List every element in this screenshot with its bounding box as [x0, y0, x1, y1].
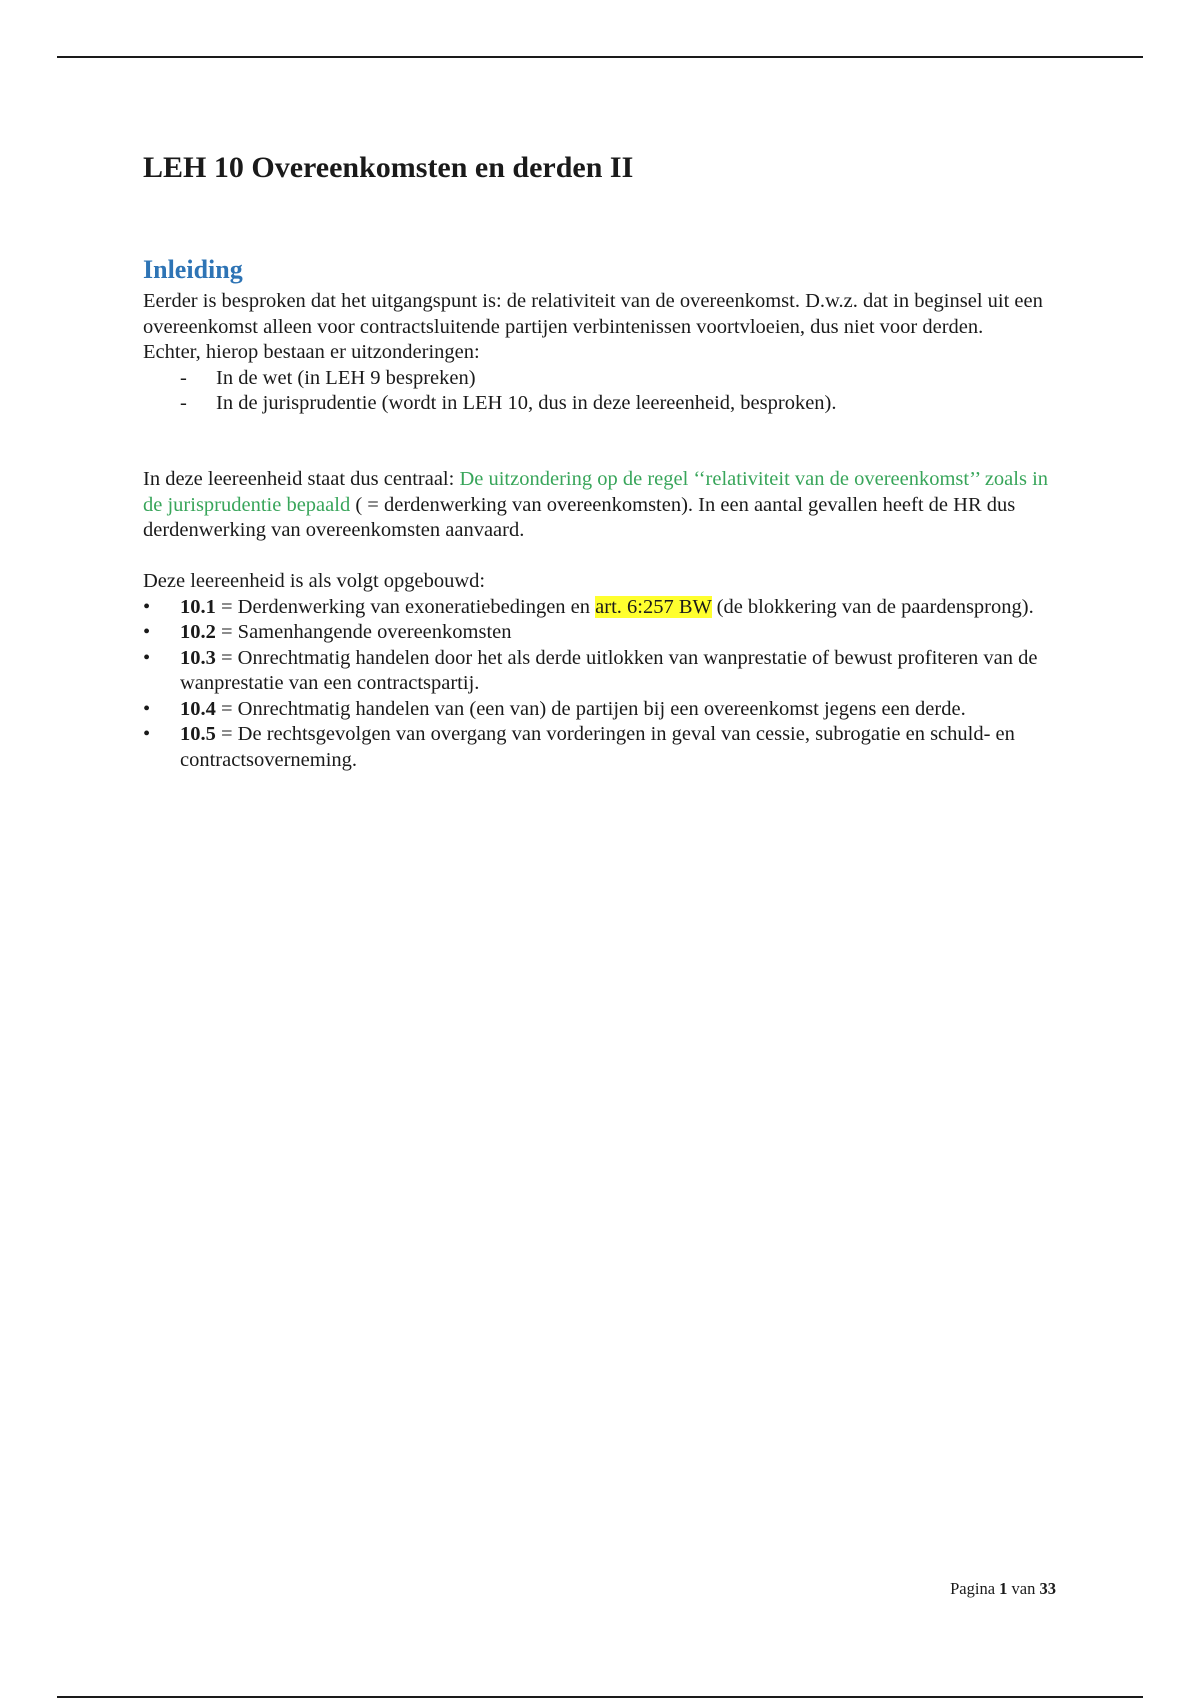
list-item: [143, 366, 1063, 392]
structure-lead: Deze leereenheid is als volgt opgebouwd:: [143, 570, 486, 592]
item-text: = Onrechtmatig handelen van (een van) de partijen bij een overeenkomst jegens een derde.: [215, 697, 966, 720]
item-text: = Derdenwerking van exoneratiebedingen en: [215, 595, 596, 618]
central-before: In deze leereenheid staat dus centraal:: [143, 468, 460, 490]
central-after: ( = derdenwerking van overeenkomsten). In een aantal gevallen heeft de HR dus derdenwerking van overeenkomsten aanvaard.: [143, 493, 1016, 541]
page-footer: [143, 1579, 1056, 1599]
item-number: 10.5: [180, 723, 216, 745]
list-item: [143, 595, 1063, 621]
page-total: 33: [1039, 1579, 1056, 1598]
list-item: [143, 620, 1063, 646]
list-item: [143, 646, 1063, 697]
dash-marker: -: [180, 392, 187, 414]
list-item: [143, 697, 1063, 723]
item-text: = Samenhangende overeenkomsten: [215, 621, 512, 643]
list-item: [143, 722, 1063, 773]
exception-text: In de wet (in LEH 9 bespreken): [216, 366, 476, 389]
item-number: 10.3: [180, 646, 216, 669]
section-heading: Inleiding: [143, 255, 243, 284]
bullet-marker: •: [143, 697, 151, 720]
central-paragraph: [143, 467, 1063, 544]
central-highlight: De uitzondering op de regel ‘‘relativiteit van de overeenkomst’’ zoals in de jurisprudentie bepaald: [143, 468, 1049, 516]
bullet-marker: •: [143, 621, 151, 643]
footer-rule: [57, 1696, 1143, 1698]
bullet-marker: •: [143, 646, 151, 669]
structure-block: [143, 569, 1063, 773]
item-number: 10.2: [180, 621, 216, 643]
item-text-after: (de blokkering van de paardensprong).: [711, 595, 1034, 618]
page-word: Pagina: [950, 1579, 996, 1598]
item-number: 10.1: [180, 595, 216, 618]
exceptions-list: [143, 366, 1063, 417]
header-rule: [57, 56, 1143, 58]
item-text: = De rechtsgevolgen van overgang van vorderingen in geval van cessie, subrogatie en schuld- en contractsoverneming.: [180, 723, 1015, 771]
intro-block: [143, 289, 1063, 417]
page-current: 1: [999, 1579, 1008, 1598]
dash-marker: -: [180, 366, 187, 389]
article-highlight: art. 6:257 BW: [595, 595, 712, 618]
of-word: van: [1011, 1579, 1036, 1598]
exception-text: In de jurisprudentie (wordt in LEH 10, dus in deze leereenheid, besproken).: [216, 392, 837, 414]
item-number: 10.4: [180, 697, 216, 720]
exceptions-lead: Echter, hierop bestaan er uitzonderingen:: [143, 341, 480, 363]
document-title: LEH 10 Overeenkomsten en derden II: [143, 151, 634, 184]
central-text: [143, 467, 1063, 544]
bullet-marker: •: [143, 595, 151, 618]
list-item: [143, 391, 1063, 417]
intro-paragraph: Eerder is besproken dat het uitgangspunt is: de relativiteit van de overeenkomst. D.w.z. dat in beginsel uit een overeenkomst alleen voor contractsluitende partijen verbintenissen voortvloeien, dus niet voor derden.: [143, 290, 1043, 338]
item-text: = Onrechtmatig handelen door het als derde uitlokken van wanprestatie of bewust profiteren van de wanprestatie van een contractspartij.: [180, 646, 1038, 694]
structure-list: [143, 595, 1063, 774]
bullet-marker: •: [143, 723, 151, 745]
